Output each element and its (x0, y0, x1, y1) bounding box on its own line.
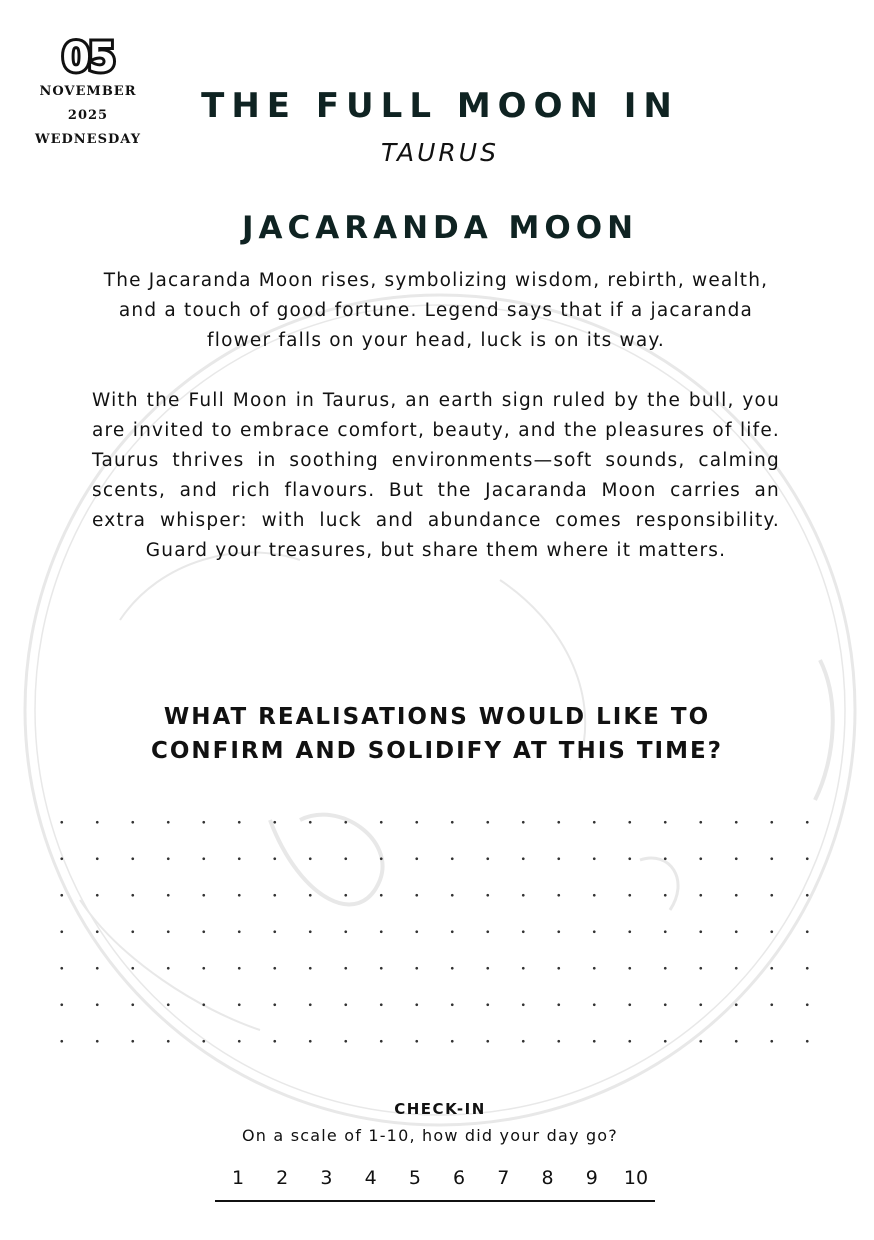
rating-option-7[interactable]: 7 (497, 1167, 510, 1189)
rating-option-8[interactable]: 8 (541, 1167, 554, 1189)
intro-paragraph: The Jacaranda Moon rises, symbolizing wisdom, rebirth, wealth, and a touch of good fortune. Legend says that if a jacaranda flower falls on your head, luck is on its way. (103, 270, 769, 351)
rating-scale (215, 1162, 655, 1202)
moon-name-heading: JACARANDA MOON (241, 210, 639, 246)
date-year: 2025 (67, 108, 109, 123)
rating-option-9[interactable]: 9 (585, 1167, 598, 1189)
date-block (28, 36, 148, 152)
rating-option-5[interactable]: 5 (408, 1167, 421, 1189)
date-day: 05 (62, 35, 114, 81)
rating-option-2[interactable]: 2 (276, 1167, 289, 1189)
page-subtitle: TAURUS (381, 138, 499, 167)
rating-option-4[interactable]: 4 (364, 1167, 377, 1189)
taurus-paragraph: With the Full Moon in Taurus, an earth sign ruled by the bull, you are invited to embrace comfort, beauty, and the pleasures of life. Taurus thrives in soothing environments—soft sounds, calming scents, and rich flavours. But the Jacaranda Moon carries an extra whisper: with luck and abundance comes responsibility. Guard your treasures, but share them where it matters. (92, 390, 780, 561)
date-weekday: WEDNESDAY (35, 132, 141, 147)
rating-option-1[interactable]: 1 (231, 1167, 245, 1189)
date-month: NOVEMBER (39, 84, 137, 99)
journal-prompt: WHAT REALISATIONS WOULD LIKE TO CONFIRM AND SOLIDIFY AT THIS TIME? (150, 704, 724, 764)
rating-option-3[interactable]: 3 (320, 1167, 333, 1189)
dot-grid-writing-area[interactable] (44, 804, 834, 1074)
rating-option-6[interactable]: 6 (453, 1167, 466, 1189)
rating-option-10[interactable]: 10 (623, 1167, 649, 1189)
checkin-title: CHECK-IN (394, 1100, 486, 1118)
checkin-question: On a scale of 1-10, how did your day go? (242, 1126, 618, 1145)
page-title: THE FULL MOON IN (201, 86, 679, 126)
